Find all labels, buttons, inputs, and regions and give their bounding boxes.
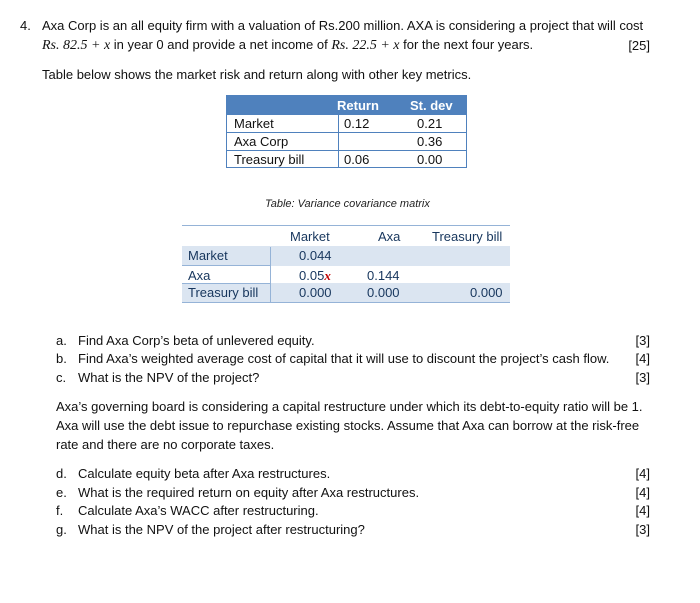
restructure-line-1: Axa’s governing board is considering a capital restructure under which its debt-to-equity ratio will be 1. [56,399,643,414]
table1-row-tbill [227,151,466,169]
table2-row-tbill [182,283,510,303]
part-a-letter: a. [56,333,67,348]
table2-row-market [182,246,510,266]
row-label: Axa Corp [234,134,289,149]
question-line-2 [42,37,533,54]
cov-tbill-tbill: 0.000 [470,285,503,300]
part-e-letter: e. [56,485,67,500]
part-g-text: What is the NPV of the project after restructuring? [78,522,365,537]
part-e-marks: [4] [635,485,650,500]
part-g-letter: g. [56,522,67,537]
table1-row-market [227,115,466,133]
cov-variable: x [324,268,331,283]
row-stdev: 0.00 [417,152,443,167]
question-line-2-text-a: in year 0 and provide a net income of [110,37,332,52]
question-total-marks: [25] [628,38,650,53]
header-market: Market [290,229,330,244]
cov-number: 0.05 [299,268,325,283]
part-f-letter: f. [56,503,64,518]
row-return: 0.06 [344,152,370,167]
row-stdev: 0.21 [417,116,443,131]
table2-row-divider [182,265,270,266]
table2-label-separator [270,247,271,303]
part-a-text: Find Axa Corp’s beta of unlevered equity. [78,333,315,348]
table-intro-text: Table below shows the market risk and return along with other key metrics. [42,67,472,82]
row-label: Market [234,116,274,131]
cov-tbill-axa: 0.000 [367,285,400,300]
row-label: Axa [188,268,211,283]
question-line-1: Axa Corp is an all equity firm with a valuation of Rs.200 million. AXA is considering a project that will cost [42,18,644,33]
restructure-line-2: Axa will use the debt issue to repurchase existing stocks. Assume that Axa can borrow at the risk-free [56,418,640,433]
part-c-marks: [3] [635,370,650,385]
table1-row-axa [227,133,466,151]
row-label: Market [188,248,228,263]
part-d-text: Calculate equity beta after Axa restructures. [78,466,331,481]
net-income-expression: Rs. 22.5 + x [331,38,400,53]
part-b-letter: b. [56,351,67,366]
market-risk-return-table [226,95,467,168]
header-stdev: St. dev [410,98,453,113]
part-d-letter: d. [56,466,67,481]
part-f-text: Calculate Axa’s WACC after restructuring. [78,503,319,518]
row-label: Treasury bill [234,152,305,167]
part-c-text: What is the NPV of the project? [78,370,260,385]
table2-caption: Table: Variance covariance matrix [265,198,430,210]
part-b-text: Find Axa’s weighted average cost of capital that it will use to discount the project’s cash flow. [78,351,610,366]
variance-covariance-table [182,225,510,303]
row-return: 0.12 [344,116,370,131]
part-f-marks: [4] [635,503,650,518]
table2-top-border [182,225,510,226]
question-number: 4. [20,18,31,33]
part-g-marks: [3] [635,522,650,537]
header-tbill: Treasury bill [432,229,503,244]
header-axa: Axa [378,229,401,244]
table1-header-row [227,96,466,115]
table2-row-divider [182,283,270,284]
restructure-line-3: rate and there are no corporate taxes. [56,437,275,452]
part-b-marks: [4] [635,351,650,366]
cov-axa-market [299,268,331,284]
part-e-text: What is the required return on equity after Axa restructures. [78,485,420,500]
part-d-marks: [4] [635,466,650,481]
header-return: Return [337,98,379,113]
table2-bottom-border [182,302,510,303]
question-line-2-text-b: for the next four years. [399,37,534,52]
cov-tbill-market: 0.000 [299,285,332,300]
project-cost-expression: Rs. 82.5 + x [42,38,111,53]
row-stdev: 0.36 [417,134,443,149]
part-c-letter: c. [56,370,67,385]
part-a-marks: [3] [635,333,650,348]
row-label: Treasury bill [188,285,259,300]
cov-market-market: 0.044 [299,248,332,263]
cov-axa-axa: 0.144 [367,268,400,283]
